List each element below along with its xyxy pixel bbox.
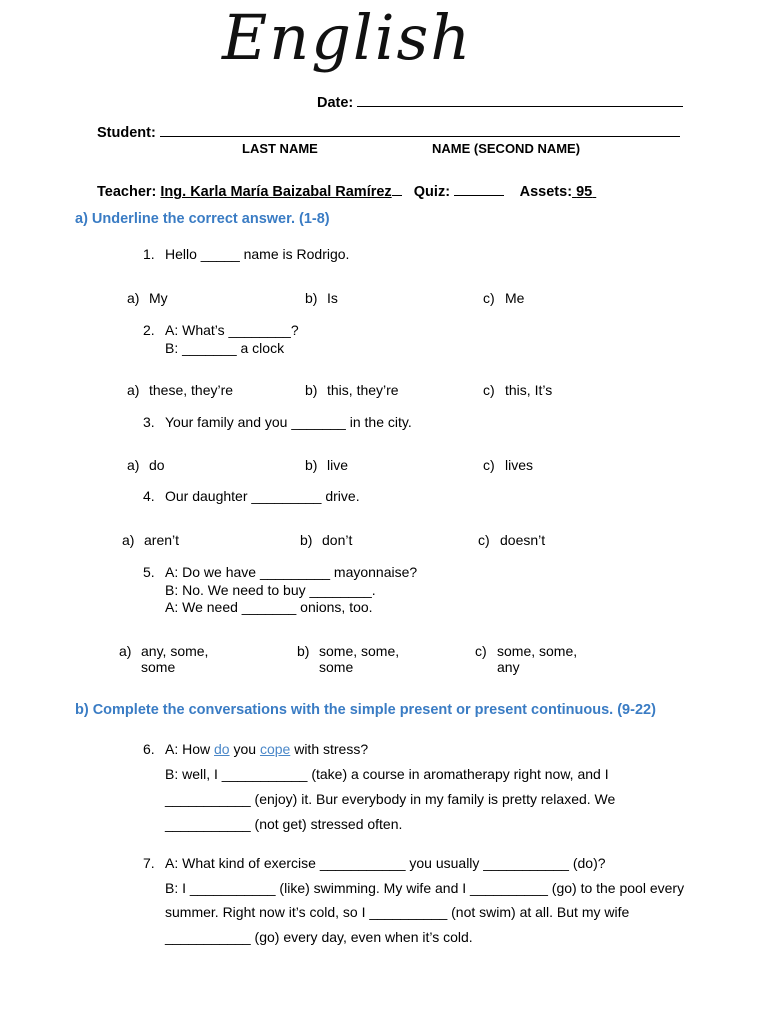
option-letter: a) <box>127 382 140 398</box>
question-3 <box>143 414 412 430</box>
option-text: aren’t <box>144 532 180 548</box>
student-field[interactable] <box>160 122 680 137</box>
option-text: some, some, <box>497 643 578 659</box>
option-letter: b) <box>305 382 318 398</box>
q5-option-b[interactable] <box>297 643 399 675</box>
date-row <box>317 92 683 111</box>
question-text: A: What’s ________? <box>165 322 299 338</box>
option-letter: a) <box>127 290 140 306</box>
option-text: some <box>141 659 176 675</box>
option-text: Me <box>505 290 525 306</box>
option-letter: c) <box>483 457 495 473</box>
q4-option-b[interactable] <box>300 532 352 548</box>
q4-option-c[interactable] <box>478 532 545 548</box>
question-text: Hello _____ name is Rodrigo. <box>165 246 350 262</box>
q5-option-a[interactable] <box>119 643 208 675</box>
question-number: 1. <box>143 246 155 262</box>
question-text: summer. Right now it’s cold, so I __________ (not swim) at all. But my wife <box>165 904 630 920</box>
question-text: B: well, I ___________ (take) a course in aromatherapy right now, and I <box>165 766 609 782</box>
question-text: ___________ (go) every day, even when it’s cold. <box>165 928 473 945</box>
teacher-label: Teacher: <box>97 184 157 200</box>
option-text: some, some, <box>319 643 400 659</box>
option-letter: c) <box>483 382 495 398</box>
question-text: ___________ (enjoy) it. Bur everybody in my family is pretty relaxed. We <box>165 791 616 807</box>
date-label: Date: <box>317 95 354 111</box>
option-text: My <box>149 290 168 306</box>
q2-option-b[interactable] <box>305 382 399 398</box>
option-letter: a) <box>119 643 132 659</box>
option-text: this, It’s <box>505 382 553 398</box>
option-text: do <box>149 457 165 473</box>
option-text: don’t <box>322 532 353 548</box>
name-caption: NAME (SECOND NAME) <box>432 141 581 156</box>
q2-option-c[interactable] <box>483 382 552 398</box>
question-text: Your family and you _______ in the city. <box>165 414 412 430</box>
option-text: Is <box>327 290 338 306</box>
q4-option-a[interactable] <box>122 532 179 548</box>
teacher-row <box>97 181 596 200</box>
option-letter: a) <box>122 532 135 548</box>
question-text: ___________ (not get) stressed often. <box>165 816 403 832</box>
question-text: B: No. We need to buy ________. <box>165 581 376 598</box>
question-4 <box>143 488 360 504</box>
teacher-trail-line <box>392 181 402 196</box>
question-number: 4. <box>143 488 155 504</box>
q3-option-b[interactable] <box>305 457 348 473</box>
option-text: some <box>319 659 354 675</box>
question-2 <box>143 321 299 357</box>
assets-value: 95 <box>576 184 593 200</box>
question-number: 6. <box>143 741 155 757</box>
option-text: any <box>497 659 520 675</box>
option-letter: b) <box>305 457 318 473</box>
question-text: Our daughter _________ drive. <box>165 488 360 504</box>
question-7 <box>143 851 684 949</box>
question-text: B: _______ a clock <box>165 340 285 356</box>
q5-option-c[interactable] <box>475 643 577 675</box>
question-text: A: We need _______ onions, too. <box>165 599 373 615</box>
option-letter: a) <box>127 457 140 473</box>
option-letter: b) <box>300 532 313 548</box>
q2-option-a[interactable] <box>127 382 233 398</box>
date-field[interactable] <box>357 92 683 107</box>
option-text: live <box>327 457 349 473</box>
option-text: these, they’re <box>149 382 234 398</box>
option-letter: b) <box>305 290 318 306</box>
q3-option-a[interactable] <box>127 457 165 473</box>
answer-do: do <box>214 741 230 757</box>
question-number: 3. <box>143 414 155 430</box>
option-letter: c) <box>483 290 495 306</box>
option-text: any, some, <box>141 643 209 659</box>
option-text: this, they’re <box>327 382 399 398</box>
question-text: B: I ___________ (like) swimming. My wife and I __________ (go) to the pool every <box>165 879 685 896</box>
section-a-heading: a) Underline the correct answer. (1-8) <box>75 211 330 227</box>
option-letter: c) <box>478 532 490 548</box>
question-text: A: Do we have _________ mayonnaise? <box>165 564 418 580</box>
question-5 <box>143 564 417 617</box>
quiz-field[interactable] <box>454 181 504 196</box>
q3-option-c[interactable] <box>483 457 533 473</box>
question-number: 5. <box>143 564 155 580</box>
section-b-heading: b) Complete the conversations with the simple present or present continuous. (9-22) <box>75 702 656 718</box>
q1-option-a[interactable] <box>127 290 168 306</box>
question-text: A: How do you cope with stress? <box>165 741 369 757</box>
teacher-name: Ing. Karla María Baizabal Ramírez <box>160 184 392 200</box>
q1-option-c[interactable] <box>483 290 524 306</box>
answer-cope: cope <box>259 741 291 757</box>
question-6 <box>143 737 615 837</box>
page-title: English <box>222 1 473 74</box>
option-letter: c) <box>475 643 487 659</box>
question-number: 2. <box>143 322 155 338</box>
question-text: A: What kind of exercise ___________ you usually ___________ (do)? <box>165 855 606 871</box>
option-letter: b) <box>297 643 310 659</box>
student-label: Student: <box>97 125 156 141</box>
quiz-label: Quiz: <box>413 184 451 200</box>
option-text: doesn’t <box>500 532 546 548</box>
question-1 <box>143 246 349 262</box>
q1-option-b[interactable] <box>305 290 338 306</box>
student-row <box>97 122 680 141</box>
assets-label: Assets: <box>519 184 573 200</box>
last-name-caption: LAST NAME <box>242 141 318 156</box>
option-text: lives <box>505 457 534 473</box>
question-number: 7. <box>143 855 155 871</box>
